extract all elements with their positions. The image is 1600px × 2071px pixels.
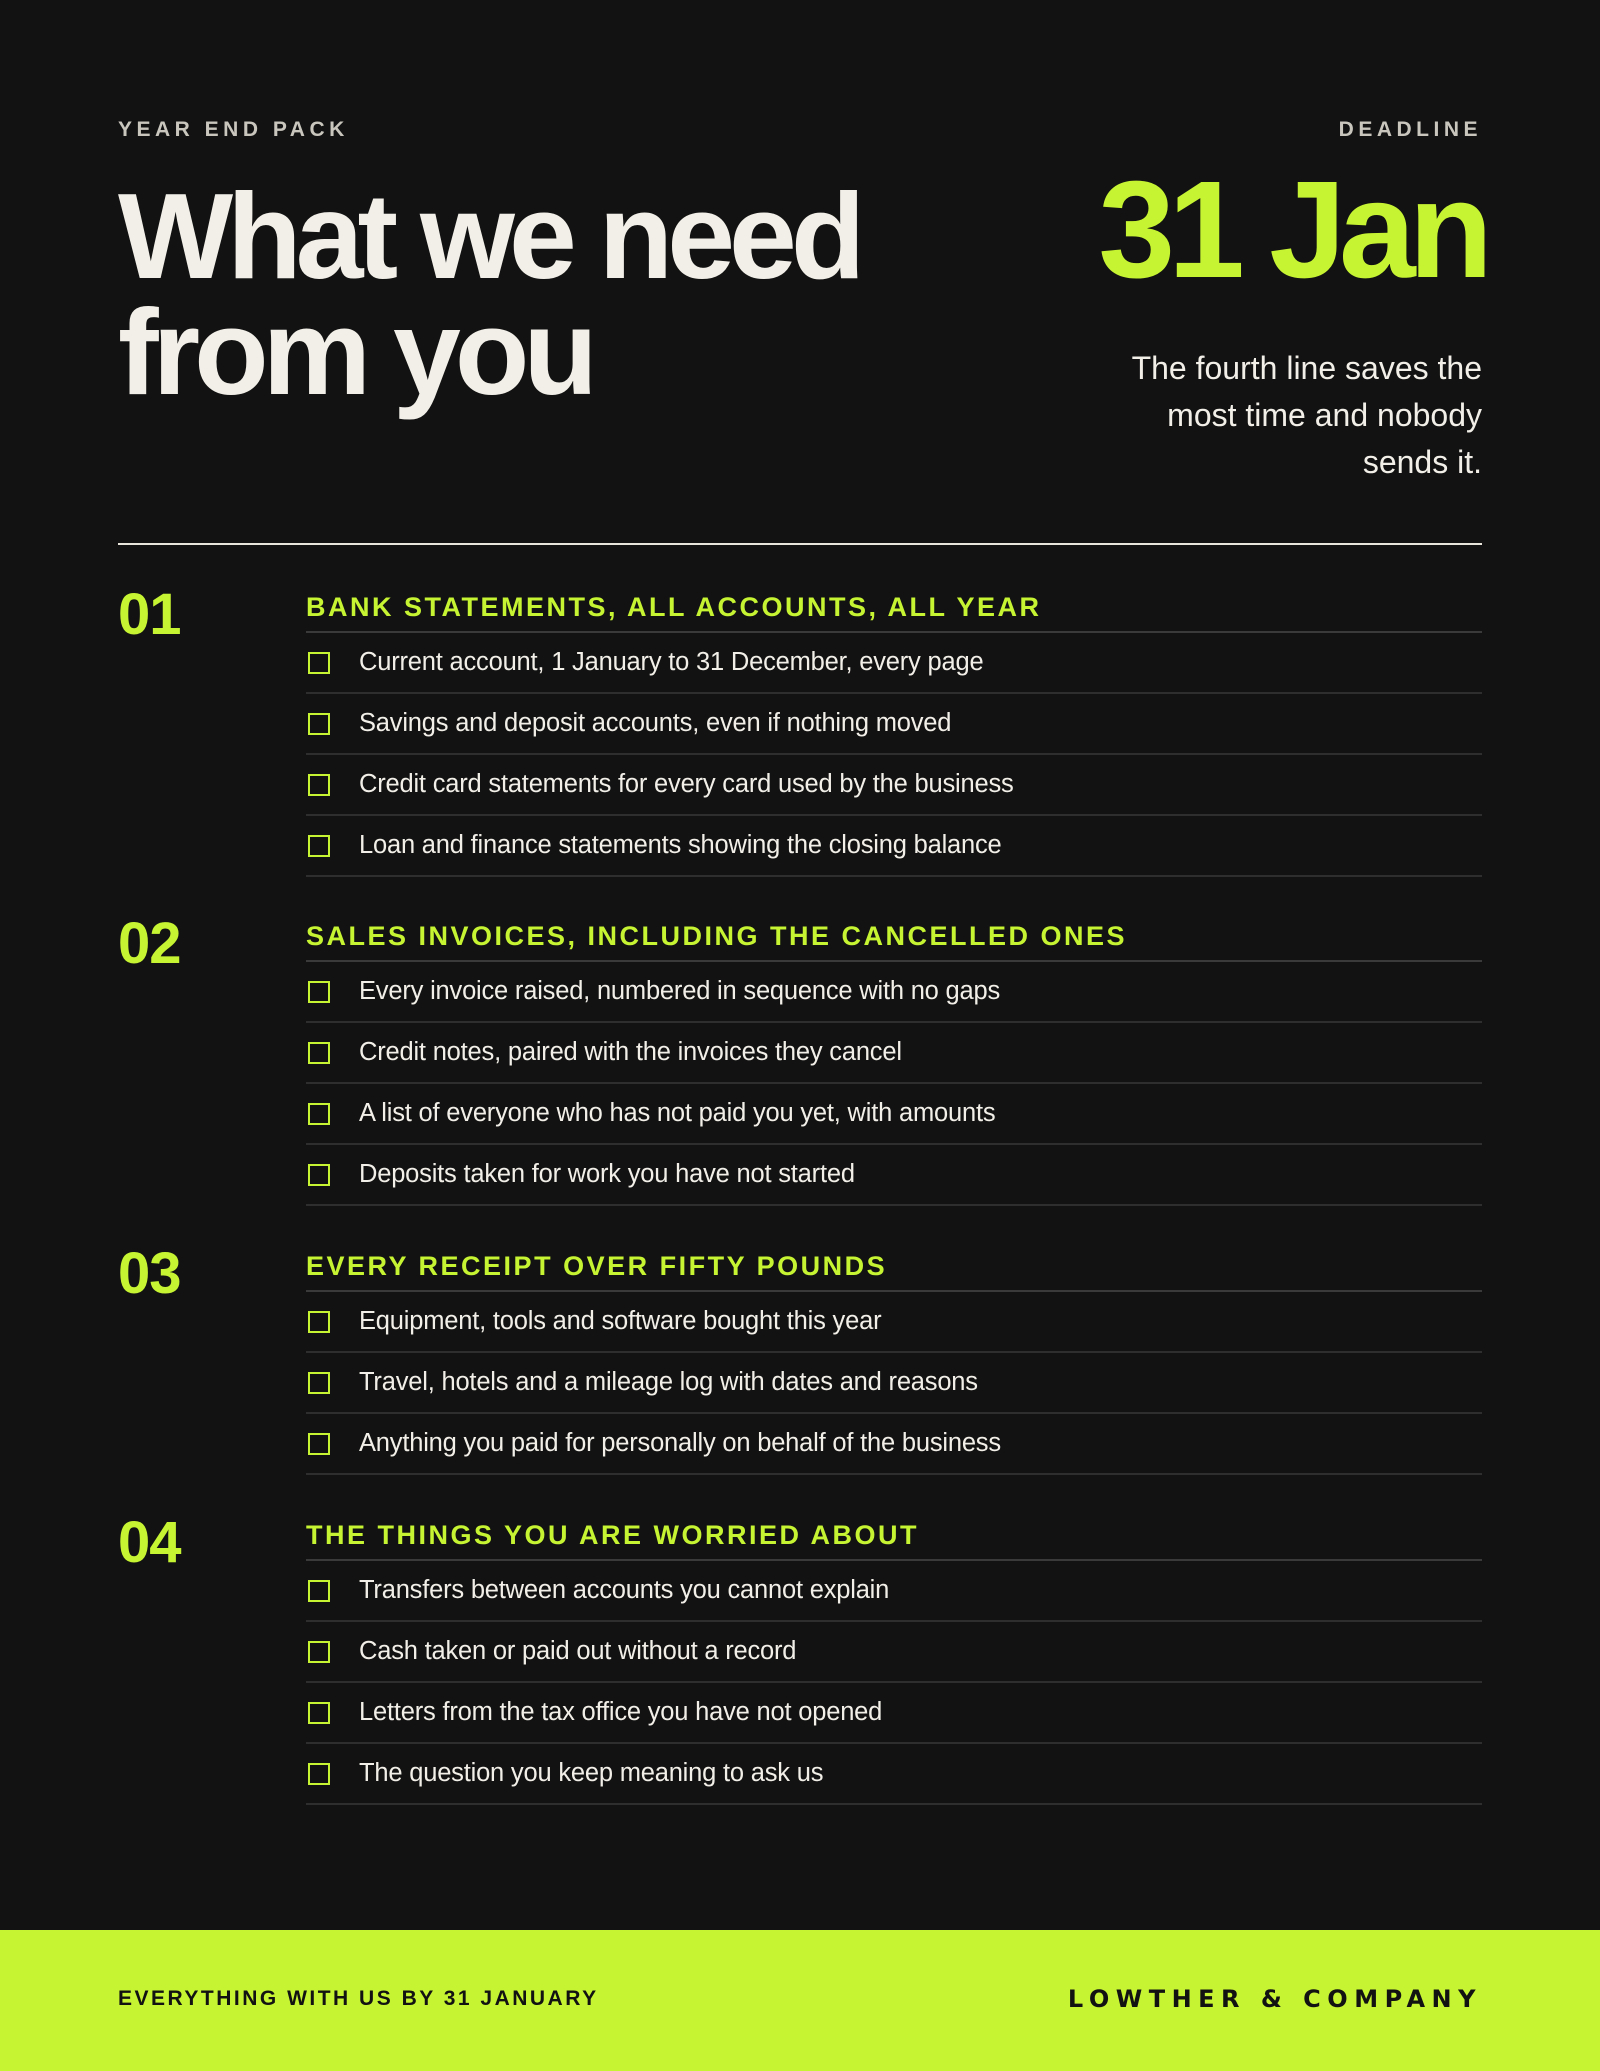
checklist-item[interactable] bbox=[306, 694, 1482, 755]
deadline-note bbox=[1102, 345, 1482, 486]
checklist-item-label: A list of everyone who has not paid you yet, with amounts bbox=[359, 1099, 996, 1127]
title-line-2: from you bbox=[118, 284, 592, 420]
checklist-item[interactable] bbox=[306, 1683, 1482, 1744]
checklist-item-label: Credit card statements for every card used by the business bbox=[359, 770, 1014, 798]
checkbox[interactable] bbox=[308, 1702, 330, 1724]
checklist-item[interactable] bbox=[306, 1622, 1482, 1683]
checkbox[interactable] bbox=[308, 835, 330, 857]
section-number: 02 bbox=[118, 911, 181, 976]
checklist-item-label: Travel, hotels and a mileage log with dates and reasons bbox=[359, 1368, 978, 1396]
checkbox[interactable] bbox=[308, 981, 330, 1003]
checklist-item[interactable] bbox=[306, 755, 1482, 816]
checklist-item-label: Anything you paid for personally on behalf of the business bbox=[359, 1429, 1001, 1457]
checklist-item[interactable] bbox=[306, 1414, 1482, 1475]
checkbox[interactable] bbox=[308, 1433, 330, 1455]
page-title bbox=[118, 168, 938, 420]
checklist-item[interactable] bbox=[306, 1023, 1482, 1084]
section-body bbox=[306, 1244, 1482, 1475]
section-number: 01 bbox=[118, 582, 181, 647]
checklist-item[interactable] bbox=[306, 816, 1482, 877]
eyebrow-deadline: DEADLINE bbox=[1338, 118, 1482, 141]
footer-bar bbox=[0, 1930, 1600, 2071]
checkbox[interactable] bbox=[308, 1042, 330, 1064]
checkbox[interactable] bbox=[308, 1580, 330, 1602]
checklist-item[interactable] bbox=[306, 633, 1482, 694]
checklist-item-label: Equipment, tools and software bought this year bbox=[359, 1307, 882, 1335]
eyebrow-year-end-pack: YEAR END PACK bbox=[118, 118, 349, 141]
section-number: 03 bbox=[118, 1241, 181, 1306]
checkbox[interactable] bbox=[308, 1311, 330, 1333]
header-divider bbox=[118, 543, 1482, 545]
checkbox[interactable] bbox=[308, 1641, 330, 1663]
checklist-item[interactable] bbox=[306, 1561, 1482, 1622]
checkbox[interactable] bbox=[308, 774, 330, 796]
section-body bbox=[306, 585, 1482, 877]
deadline-date: 31 Jan bbox=[1098, 153, 1486, 307]
section-body bbox=[306, 914, 1482, 1206]
section-body bbox=[306, 1513, 1482, 1805]
checklist-item-label: The question you keep meaning to ask us bbox=[359, 1759, 824, 1787]
checklist-item-label: Every invoice raised, numbered in sequence with no gaps bbox=[359, 977, 1001, 1005]
section-heading: SALES INVOICES, INCLUDING THE CANCELLED ONES bbox=[306, 914, 1482, 962]
checkbox[interactable] bbox=[308, 713, 330, 735]
footer-deadline-text: EVERYTHING WITH US BY 31 JANUARY bbox=[118, 1987, 599, 2010]
checkbox[interactable] bbox=[308, 1372, 330, 1394]
checklist-item[interactable] bbox=[306, 1145, 1482, 1206]
footer-company-name: LOWTHER & COMPANY bbox=[1067, 1985, 1482, 2013]
checkbox[interactable] bbox=[308, 652, 330, 674]
checkbox[interactable] bbox=[308, 1103, 330, 1125]
checklist-item-label: Deposits taken for work you have not started bbox=[359, 1160, 855, 1188]
checklist-item-label: Current account, 1 January to 31 December, every page bbox=[359, 648, 984, 676]
note-line-3: sends it. bbox=[1362, 444, 1482, 480]
checklist-item-label: Credit notes, paired with the invoices they cancel bbox=[359, 1038, 902, 1066]
title-line-1: What we need bbox=[118, 168, 860, 304]
checkbox[interactable] bbox=[308, 1763, 330, 1785]
checklist-item[interactable] bbox=[306, 962, 1482, 1023]
checklist-item-label: Letters from the tax office you have not opened bbox=[359, 1698, 883, 1726]
checkbox[interactable] bbox=[308, 1164, 330, 1186]
section-number: 04 bbox=[118, 1510, 181, 1575]
note-line-2: most time and nobody bbox=[1167, 397, 1482, 433]
checklist-item-label: Transfers between accounts you cannot explain bbox=[359, 1576, 890, 1604]
section-heading: THE THINGS YOU ARE WORRIED ABOUT bbox=[306, 1513, 1482, 1561]
checklist-item[interactable] bbox=[306, 1744, 1482, 1805]
section-heading: EVERY RECEIPT OVER FIFTY POUNDS bbox=[306, 1244, 1482, 1292]
checklist-item[interactable] bbox=[306, 1084, 1482, 1145]
checklist-item[interactable] bbox=[306, 1292, 1482, 1353]
section-heading: BANK STATEMENTS, ALL ACCOUNTS, ALL YEAR bbox=[306, 585, 1482, 633]
checklist-item-label: Loan and finance statements showing the closing balance bbox=[359, 831, 1002, 859]
note-line-1: The fourth line saves the bbox=[1131, 350, 1482, 386]
checklist-item[interactable] bbox=[306, 1353, 1482, 1414]
checklist-item-label: Savings and deposit accounts, even if nothing moved bbox=[359, 709, 952, 737]
checklist-item-label: Cash taken or paid out without a record bbox=[359, 1637, 797, 1665]
